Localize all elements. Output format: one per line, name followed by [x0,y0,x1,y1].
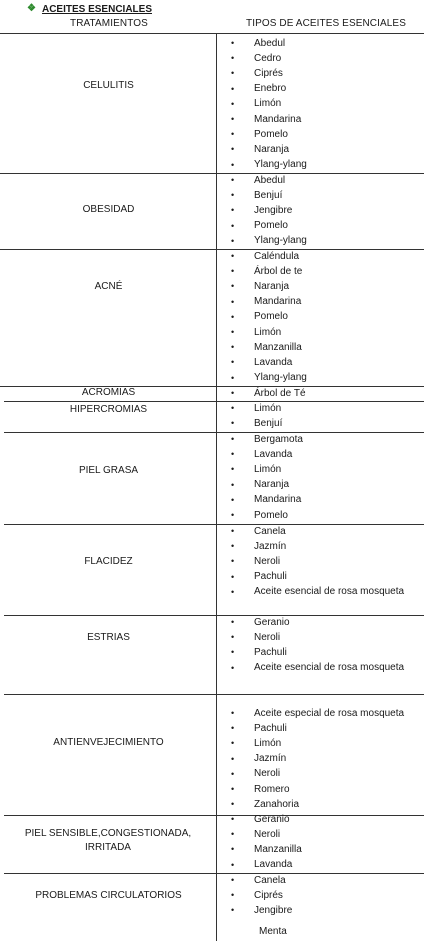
bullet-icon: • [231,175,235,185]
bullet-icon: • [231,114,235,124]
column-header-treatments: TRATAMIENTOS [70,18,148,29]
bullet-icon: • [231,327,235,337]
diamond-bullet-icon: ❖ [27,3,36,14]
bullet-icon: • [231,479,235,490]
bullet-icon: • [231,311,235,322]
trailing-oil-item: Menta [259,926,287,937]
bullet-icon: • [231,723,235,734]
oil-name: Jengibre [254,904,293,916]
row-divider [4,432,424,433]
treatment-label: CELULITIS [83,80,134,91]
oil-name: Pomelo [254,311,288,323]
row-divider [4,815,424,816]
oil-list-item [231,233,307,248]
oil-list-item [231,615,290,630]
oil-list-item [231,797,299,812]
bullet-icon: • [231,53,235,64]
oil-list-item [231,842,302,857]
oil-list-item [231,157,307,172]
bullet-icon: • [231,586,235,597]
oil-name: Ylang-ylang [254,159,307,171]
oil-list-item [231,36,285,51]
oil-list-item [231,325,281,340]
bullet-icon: • [231,617,235,627]
row-divider [4,401,424,402]
treatment-label: ACNÉ [94,281,123,292]
oil-list-item [231,812,290,827]
oil-name: Pachuli [254,571,287,583]
section-title [27,2,152,16]
oil-name: Ciprés [254,889,283,901]
treatment-label: HIPERCROMIAS [69,404,148,415]
oil-name: Benjuí [254,189,283,201]
oil-name: Neroli [254,768,281,780]
oil-name: Lavanda [254,448,293,460]
oil-list-item [231,309,288,324]
bullet-icon: • [231,738,235,749]
bullet-icon: • [231,83,235,94]
bullet-icon: • [231,647,235,658]
bullet-icon: • [231,890,235,901]
oil-list-item [231,264,302,279]
bullet-icon: • [231,98,235,109]
oil-name: Árbol de Té [254,387,306,399]
treatment-label: ANTIENVEJECIMIENTO [53,737,164,748]
bullet-icon: • [231,449,235,460]
oil-list-item [231,51,281,66]
oil-name: Neroli [254,631,281,643]
oil-list-item [231,782,290,797]
oil-name: Ciprés [254,67,283,79]
bullet-icon: • [231,844,235,855]
oil-name: Neroli [254,828,281,840]
oil-list-item [231,188,282,203]
treatment-label: PIEL SENSIBLE,CONGESTIONADA, IRRITADA [24,828,192,853]
oil-list-item [231,524,286,539]
oil-list-item [231,645,287,660]
oil-list-item [231,751,286,766]
oil-name: Manzanilla [254,843,302,855]
oil-name: Naranja [254,479,290,491]
bullet-icon: • [231,859,235,870]
oil-name: Geranio [254,813,290,825]
oil-list-item [231,569,287,584]
oil-list-item [231,857,292,872]
oil-list-item [231,142,289,157]
oil-list-item [231,355,292,370]
oil-name: Limón [254,737,282,749]
oil-name: Limón [254,98,282,110]
oil-list-item [231,903,292,918]
oil-name: Limón [254,402,282,414]
oil-list-item [231,432,303,447]
oil-name: Enebro [254,83,287,95]
oil-name: Pachuli [254,646,287,658]
oil-name: Mandarina [254,113,302,125]
oil-name: Canela [254,525,286,537]
treatment-label: ACROMIAS [81,387,136,398]
bullet-icon: • [231,38,235,48]
oil-name: Caléndula [254,250,300,262]
bullet-icon: • [231,768,235,779]
bullet-icon: • [231,296,235,307]
oil-name: Jazmín [254,753,287,765]
oil-list-item [231,370,307,385]
oil-list-item [231,706,404,721]
bullet-icon: • [231,708,235,718]
oil-name: Pomelo [254,220,288,232]
row-divider [4,524,424,525]
bullet-icon: • [231,388,235,398]
oil-name: Lavanda [254,859,293,871]
oil-list-item [231,294,301,309]
bullet-icon: • [231,541,235,552]
bullet-icon: • [231,144,235,155]
oil-list-item [231,96,281,111]
bullet-icon: • [231,556,235,567]
oil-list-item [231,173,285,188]
oil-list-item [231,873,286,888]
row-divider [4,873,424,874]
oil-name: Bergamota [254,433,303,445]
bullet-icon: • [231,418,235,429]
oil-name: Lavanda [254,356,293,368]
bullet-icon: • [231,68,235,79]
oil-name: Mandarina [254,296,302,308]
row-divider [0,249,424,250]
bullet-icon: • [231,266,235,277]
bullet-icon: • [231,571,235,582]
column-header-oils: TIPOS DE ACEITES ESENCIALES [246,18,406,29]
oil-name: Jengibre [254,204,293,216]
oil-list-item [231,112,301,127]
oil-list-item [231,386,306,401]
oil-name: Limón [254,326,282,338]
treatment-label: ESTRIAS [87,632,130,643]
bullet-icon: • [231,510,235,520]
oil-list-item [231,554,280,569]
bullet-icon: • [231,434,235,444]
oil-name: Naranja [254,143,290,155]
oil-list-item [231,81,286,96]
oil-name: Aceite esencial de rosa mosqueta [254,586,405,598]
bullet-icon: • [231,251,235,261]
oil-name: Ylang-ylang [254,372,307,384]
oil-list-item [231,477,289,492]
oil-name: Neroli [254,555,281,567]
section-title-text: ACEITES ESENCIALES [41,3,152,15]
bullet-icon: • [231,342,235,353]
oil-name: Abedul [254,174,286,186]
bullet-icon: • [231,829,235,840]
bullet-icon: • [231,403,235,413]
oil-list-item [231,827,280,842]
oil-name: Pachuli [254,722,287,734]
oil-list-item [231,203,292,218]
oil-list-item [231,584,404,599]
column-divider [216,34,217,941]
header-divider [0,33,424,34]
oil-name: Aceite esencial de rosa mosqueta [254,662,405,674]
oil-name: Zanahoria [254,798,300,810]
bullet-icon: • [231,905,235,916]
oil-list-item [231,218,288,233]
bullet-icon: • [231,190,235,201]
oil-name: Naranja [254,280,290,292]
bullet-icon: • [231,662,235,673]
oil-list-item [231,888,283,903]
oil-name: Abedul [254,37,286,49]
oil-name: Geranio [254,616,290,628]
bullet-icon: • [231,281,235,292]
row-divider [4,694,424,695]
oil-list-item [231,127,288,142]
bullet-icon: • [231,526,235,536]
oil-list-item [231,766,280,781]
oil-name: Pomelo [254,509,288,521]
oil-name: Aceite especial de rosa mosqueta [254,707,405,719]
bullet-icon: • [231,235,235,246]
oil-list-item [231,630,280,645]
bullet-icon: • [231,464,235,475]
treatment-label: FLACIDEZ [84,556,133,567]
oil-list-item [231,447,292,462]
oil-list-item [231,660,404,675]
oil-list-item [231,340,302,355]
bullet-icon: • [231,159,235,170]
oil-list-item [231,492,301,507]
oil-list-item [231,249,299,264]
bullet-icon: • [231,814,235,824]
oil-list-item [231,721,287,736]
bullet-icon: • [231,205,235,216]
oil-list-item [231,279,289,294]
oil-name: Árbol de te [254,265,303,277]
oil-name: Limón [254,463,282,475]
oil-name: Cedro [254,52,282,64]
treatment-label: OBESIDAD [82,204,135,215]
oil-list-item [231,508,288,523]
oil-name: Benjuí [254,417,283,429]
oil-list-item [231,401,281,416]
oil-list-item [231,736,281,751]
oil-name: Ylang-ylang [254,235,307,247]
bullet-icon: • [231,129,235,140]
treatment-label: PIEL GRASA [78,465,139,476]
bullet-icon: • [231,799,235,810]
row-divider [4,615,424,616]
oil-name: Canela [254,874,286,886]
treatment-label: PROBLEMAS CIRCULATORIOS [35,890,182,901]
bullet-icon: • [231,220,235,231]
row-divider [0,173,424,174]
oil-list-item [231,462,281,477]
oil-list-item [231,539,286,554]
oil-name: Romero [254,783,290,795]
oil-name: Pomelo [254,128,288,140]
oil-list-item [231,66,283,81]
oil-name: Jazmín [254,540,287,552]
oil-name: Manzanilla [254,341,302,353]
oil-list-item [231,416,282,431]
bullet-icon: • [231,494,235,505]
bullet-icon: • [231,753,235,764]
bullet-icon: • [231,784,235,794]
bullet-icon: • [231,875,235,885]
bullet-icon: • [231,357,235,368]
oil-name: Mandarina [254,494,302,506]
bullet-icon: • [231,372,235,383]
bullet-icon: • [231,632,235,643]
